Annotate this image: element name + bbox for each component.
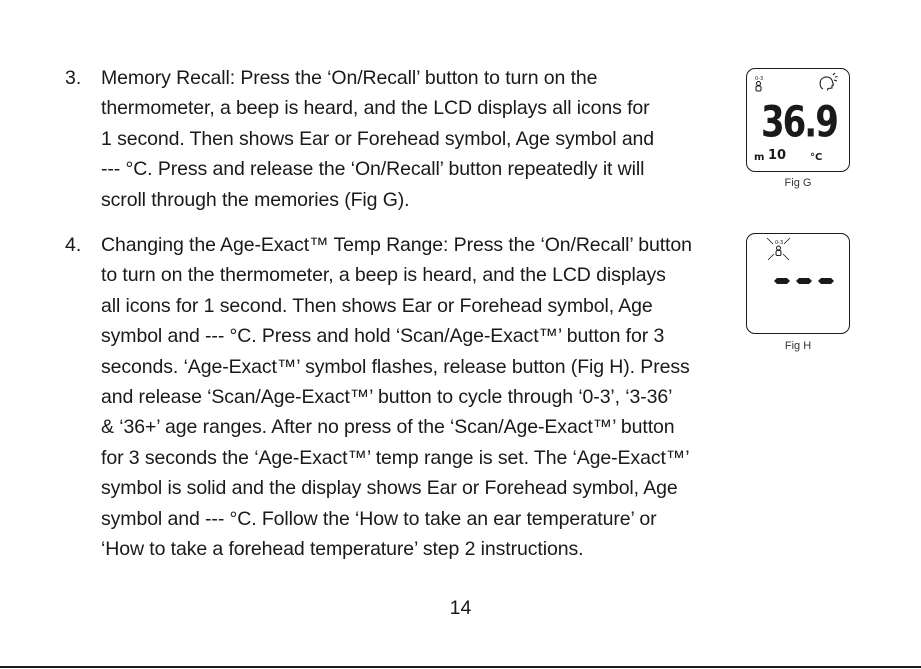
text-line: thermometer, a beep is heard, and the LCD displays all icons for [101, 97, 650, 120]
text-line: Changing the Age-Exact™ Temp Range: Press the ‘On/Recall’ button [101, 234, 692, 256]
text-line: symbol is solid and the display shows Ear or Forehead symbol, Age [101, 477, 678, 500]
text-line: all icons for 1 second. Then shows Ear or Forehead symbol, Age [101, 294, 653, 317]
memory-prefix: m [754, 152, 765, 163]
lcd-display-fig-h [746, 233, 850, 334]
text-line: & ‘36+’ age ranges. After no press of the ‘Scan/Age-Exact™’ button [101, 416, 675, 439]
text-line: and release ‘Scan/Age-Exact™’ button to cycle through ‘0-3’, ‘3-36’ [101, 386, 673, 409]
fig-h-caption: Fig H [784, 340, 812, 352]
text-line: symbol and --- °C. Follow the ‘How to take an ear temperature’ or [101, 507, 657, 530]
forehead-scan-icon [820, 73, 837, 91]
text-line: ‘How to take a forehead temperature’ step 2 instructions. [101, 538, 584, 561]
page-number: 14 [449, 597, 472, 619]
bottom-divider [0, 666, 921, 668]
text-line: to turn on the thermometer, a beep is heard, and the LCD displays [101, 264, 666, 287]
step-number: 3. [65, 67, 82, 89]
age-range-label: 0-3 [775, 240, 784, 246]
lcd-display-fig-g [746, 68, 850, 172]
fig-g-caption: Fig G [784, 177, 812, 189]
text-line: Memory Recall: Press the ‘On/Recall’ button to turn on the [101, 67, 598, 89]
child-age-icon [756, 82, 761, 92]
step-text [101, 63, 751, 215]
text-line: 1 second. Then shows Ear or Forehead symbol, Age symbol and [101, 127, 655, 150]
text-line: for 3 seconds the ‘Age-Exact™’ temp range is set. The ‘Age-Exact™’ [101, 446, 690, 469]
step-text [101, 230, 751, 564]
step-number: 4. [65, 234, 82, 256]
text-line: scroll through the memories (Fig G). [101, 188, 410, 211]
unit-label: °C [810, 152, 823, 163]
temperature-reading: 36.9 [761, 97, 837, 148]
dash-display [774, 278, 834, 284]
child-age-icon [776, 246, 781, 256]
memory-number: 10 [768, 148, 787, 163]
text-line: --- °C. Press and release the ‘On/Recall’ button repeatedly it will [101, 158, 645, 181]
age-range-label: 0-3 [755, 76, 764, 82]
text-line: symbol and --- °C. Press and hold ‘Scan/Age-Exact™’ button for 3 [101, 325, 665, 348]
text-line: seconds. ‘Age-Exact™’ symbol flashes, release button (Fig H). Press [101, 355, 690, 378]
